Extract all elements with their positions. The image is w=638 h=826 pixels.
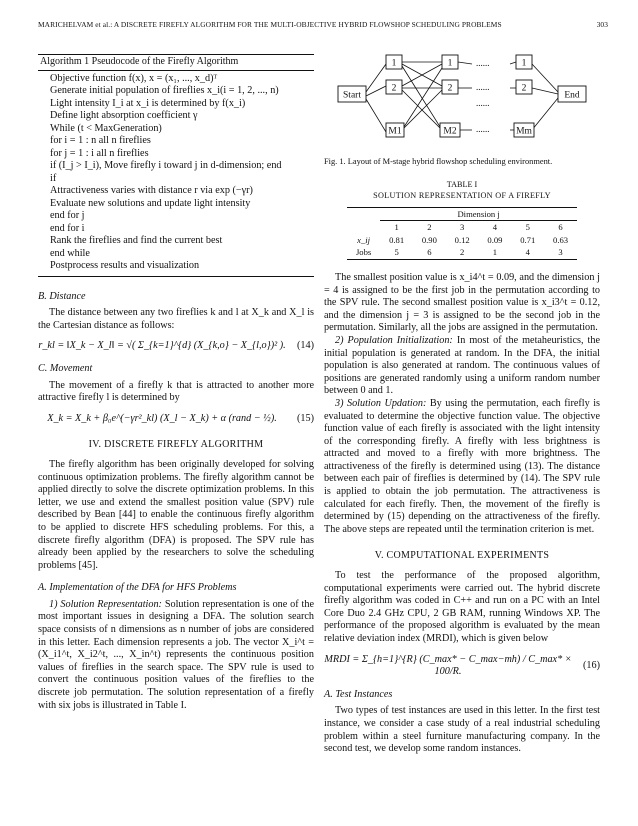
algorithm-title: Algorithm 1 Pseudocode of the Firefly Algorithm: [38, 55, 314, 71]
edge: [532, 64, 558, 92]
table-cell: 0.09: [487, 234, 503, 245]
table-label: TABLE I: [446, 179, 478, 189]
diagram-edges: [366, 62, 558, 132]
right-para-1: The smallest position value is x_i4^t = 0.09, and the dimension j = 4 is assigned to be the first job in the permutation according to the SPV rule. The second smallest position value is x_i3^t = 0.12, and the dimension j = 3 is assigned to be the second job in the permutation. Similarly, all the jobs are assigned in the permutation.: [324, 271, 600, 334]
table-cell: 2: [427, 222, 432, 233]
table-cell: 3: [544, 246, 577, 259]
left-column: [38, 44, 314, 712]
figure-caption: Fig. 1. Layout of M-stage hybrid flowshop scheduling environment.: [324, 157, 553, 166]
algo-line: end while: [50, 247, 90, 259]
equation-14-expr: r_kl = ‖X_k − X_l‖ = √( Σ_{k=1}^{d} (X_{k,o} − X_{l,o})² ).: [38, 340, 286, 352]
algo-line: Define light absorption coefficient γ: [50, 110, 198, 122]
table-cell: 0.71: [520, 234, 536, 245]
item1-label: 1) Solution Representation:: [49, 598, 162, 610]
ellipsis: ......: [476, 124, 490, 134]
algo-line: for j = 1 : i all n fireflies: [50, 147, 149, 159]
equation-15-expr: X_k = X_k + β₀e^(−γr²_kl) (X_l − X_k) + α (rand − ½).: [47, 412, 277, 424]
table-cell: 1: [394, 222, 399, 233]
table-title: SOLUTION REPRESENTATION OF A FIREFLY: [373, 190, 551, 200]
table-cell: 4: [492, 222, 498, 233]
algo-line: Postprocess results and visualization: [50, 260, 200, 272]
edge: [458, 62, 472, 64]
section-v-title: V. COMPUTATIONAL EXPERIMENTS: [374, 550, 550, 562]
header-title: MARICHELVAM et al.: A DISCRETE FIREFLY ALGORITHM FOR THE MULTI-OBJECTIVE HYBRID FLOWSHOP SCHEDULING PROBLEMS: [38, 20, 502, 29]
equation-14-number: (14): [297, 340, 314, 352]
table-cell: 1: [479, 246, 512, 259]
table-cell: 0.12: [454, 234, 470, 245]
algo-line: Generate initial population of fireflies x_i(i = 1, 2, ..., n): [50, 85, 279, 97]
page-number: 303: [596, 20, 608, 29]
machine-label: M2: [443, 126, 457, 137]
algo-line: Objective function f(x), x = (x₁, ..., x_d)ᵀ: [50, 72, 218, 84]
item2-label: 2) Population Initialization:: [335, 334, 453, 346]
table-cell: 6: [413, 246, 446, 259]
edge: [532, 88, 558, 94]
section-iva-item1: [38, 599, 314, 712]
table-header-row: [347, 207, 577, 221]
machine-label: Mm: [516, 126, 532, 137]
right-column: [324, 44, 600, 756]
end-label: End: [564, 90, 580, 101]
table-row: [347, 234, 577, 247]
stage2-node-label: 1: [447, 58, 453, 69]
algo-line: Evaluate new solutions and update light intensity: [50, 197, 251, 209]
algo-line: end for j: [50, 210, 85, 222]
ellipsis: ......: [476, 98, 490, 108]
algorithm-lines: [38, 71, 314, 276]
algo-line: Rank the fireflies and find the current best: [50, 235, 223, 247]
table-cell: 5: [380, 246, 413, 259]
row-label: Jobs: [347, 246, 380, 259]
item2-text: In most of the metaheuristics, the initial population is generated at random. In the DFA, the initial population is also generated at random. The continuous values of positions are generated randomly using a uniform random number between 0 and 1.: [324, 334, 600, 397]
stage2-node-label: 2: [447, 83, 453, 94]
table-row: [347, 246, 577, 259]
section-iv-text: The firefly algorithm has been originally developed for solving continuous optimization problems. The firefly algorithm cannot be applied directly to solve the discrete optimization problems. In this letter, we use and extend the smallest position value (SPV) rule described by Bean [44] to enable the continuous firefly algorithm to be applied to discrete HFS scheduling problems. For this, a discrete firefly algorithm (DFA) is proposed. The SPV rule has already been applied by the researchers to solve the scheduling problems [45].: [38, 458, 314, 571]
table-cell: 6: [558, 222, 563, 233]
machine-label: M1: [388, 126, 402, 137]
table-caption: [324, 179, 600, 201]
algorithm-box: [38, 54, 314, 277]
stagem-node-label: 2: [521, 83, 527, 94]
table-cell: 4: [511, 246, 544, 259]
section-b-text: The distance between any two fireflies k and l at X_k and X_l is the Cartesian distance as follows:: [38, 307, 314, 331]
algo-line: Light intensity I_i at x_i is determined by f(x_i): [50, 97, 246, 109]
equation-16: [324, 654, 600, 679]
edge: [366, 99, 386, 132]
section-b-title: B. Distance: [38, 290, 86, 302]
running-header: [38, 20, 608, 32]
equation-15-number: (15): [297, 412, 314, 424]
equation-16-expr: MRDI = Σ_{h=1}^{R} (C_max* − C_max−mh) / C_max* × 100/R.: [324, 653, 572, 678]
item2-paragraph: [324, 335, 600, 398]
algo-line: if (I_j > I_i), Move firefly i toward j in d-dimension; end: [50, 160, 282, 172]
item1-text: Solution representation is one of the most important issues in designing a DFA. The solution search space consists of n dimensions as n number of jobs are considered in this letter. Each dimension represents a job. The vector X_i^t = (X_i1^t, X_i2^t, ..., X_in^t) represents the continuous position values of fireflies in the search space. The SPV rule is used to convert the continuous position values of the fireflies to the discrete job permutation. The solution representation of a firefly with six jobs is illustrated in Table I.: [38, 598, 315, 711]
flowshop-diagram: [324, 44, 600, 154]
stage1-node-label: 1: [391, 58, 397, 69]
section-va-title: A. Test Instances: [324, 688, 393, 700]
section-va-text: Two types of test instances are used in this letter. In the first test instance, we consider a case study of a real industrial scheduling problem within a steel furniture manufacturing company. In the second test, we develop some random instances.: [324, 705, 600, 755]
start-label: Start: [343, 90, 361, 101]
table-cell: 0.90: [421, 234, 437, 245]
table-cell: 5: [525, 222, 530, 233]
equation-14: [38, 340, 314, 353]
table-row: [347, 221, 577, 234]
stage1-node-label: 2: [391, 83, 397, 94]
section-c-text: The movement of a firefly k that is attracted to another more attractive firefly l is determined by: [38, 379, 314, 404]
item3-paragraph: [324, 398, 600, 537]
algo-line: for i = 1 : n all n fireflies: [50, 135, 151, 147]
algo-line: While (t < MaxGeneration): [50, 122, 162, 134]
solution-table: [347, 207, 577, 260]
item3-label: 3) Solution Updation:: [335, 397, 427, 409]
section-c-title: C. Movement: [38, 362, 93, 374]
item3-text: By using the permutation, each firefly is evaluated to determine the objective function value. The objective function value of each firefly is associated with the light intensity of the corresponding firefly. A firefly with less brightness is attracted and moved to a firefly with more brightness. The attractiveness of the firefly is determined using (13). The distance between each pair of fireflies is determined by (14). The SPV rule is applied to obtain the job permutation. The attractiveness is calculated for each firefly. Then, the movement of the firefly is determined by (15) depending on the attractiveness of the firefly. The above steps are repeated until the termination criterion is met.: [324, 397, 601, 535]
algo-line: end for i: [50, 222, 85, 234]
row-label: x_ij: [357, 234, 371, 245]
equation-16-number: (16): [583, 659, 600, 671]
ellipsis: ......: [476, 58, 490, 68]
edge: [510, 62, 516, 64]
section-v-text: To test the performance of the proposed algorithm, computational experiments were carried out. The hybrid discrete firefly algorithm was coded in C++ and run on a PC with an Intel Core Duo 2.4 GHz CPU, 2 GB RAM, running Windows XP. The performance of the proposed algorithm is evaluated by the mean relative deviation index (MRDI), which is given below: [324, 570, 600, 644]
edge: [532, 98, 558, 130]
figure-1: [324, 44, 600, 154]
dimension-header: Dimension j: [380, 207, 577, 221]
table-cell: 2: [446, 246, 479, 259]
algo-line: if: [50, 172, 57, 184]
equation-15: [38, 413, 314, 426]
algo-line: Attractiveness varies with distance r via exp (−γr): [50, 185, 253, 197]
table-cell: 0.81: [389, 234, 405, 245]
section-iv-title: IV. DISCRETE FIREFLY ALGORITHM: [88, 439, 264, 451]
ellipsis: ......: [476, 82, 490, 92]
section-iva-title: A. Implementation of the DFA for HFS Problems: [38, 582, 237, 594]
table-cell: 0.63: [553, 234, 569, 245]
stagem-node-label: 1: [521, 58, 527, 69]
table-cell: 3: [460, 222, 465, 233]
